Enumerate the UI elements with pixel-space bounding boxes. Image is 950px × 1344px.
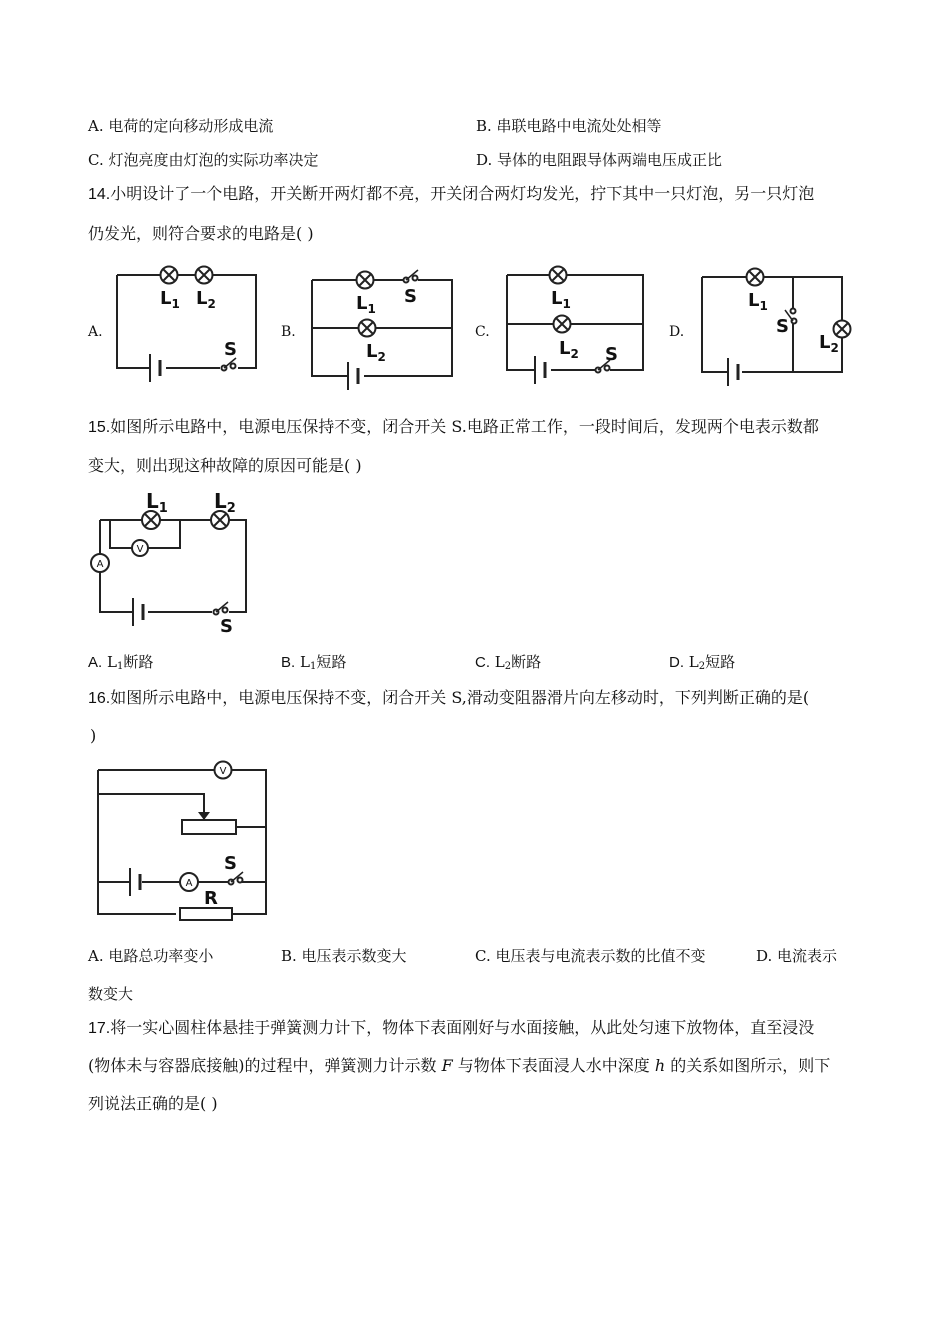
q14-label-a: A. <box>88 324 103 340</box>
q16-stem-line2: ) <box>90 726 97 745</box>
q17-text-2a: (物体未与容器底接触)的过程中，弹簧测力计示数 <box>88 1056 442 1075</box>
q17-var-f: F <box>441 1056 453 1075</box>
q15-circuit <box>88 488 268 638</box>
q15-option-a-letter: A. <box>88 654 103 671</box>
q17-stem-line1 <box>88 1018 814 1039</box>
q15-option-c-var: $L_2$ <box>494 653 512 672</box>
q14-stem-line1 <box>88 184 814 205</box>
q14-label-b: B. <box>281 324 296 340</box>
q16-r-label: R <box>204 888 218 909</box>
q15-ammeter-label: A <box>96 559 104 570</box>
q14d-l2-label: $L_2$ <box>819 332 839 355</box>
q15-option-c <box>475 652 541 677</box>
q15-option-d-text: 短路 <box>705 653 736 671</box>
q15-option-c-text: 断路 <box>511 653 542 671</box>
q14-circuit-a <box>100 260 270 390</box>
q14a-s-label: S <box>224 339 237 360</box>
q14b-s-label: S <box>404 286 417 307</box>
q14-stem-line2: 仍发光，则符合要求的电路是( ) <box>88 224 314 243</box>
q14a-l2-label: $L_2$ <box>196 288 216 311</box>
q15-voltmeter-label: V <box>136 544 144 555</box>
q17-stem-line3: 列说法正确的是( ) <box>88 1094 218 1113</box>
q14c-l2-label: $L_2$ <box>559 338 579 361</box>
q16-option-b: B. 电压表示数变大 <box>281 947 407 965</box>
q15-option-a <box>88 652 153 677</box>
q14d-s-label: S <box>776 316 789 337</box>
q14-label-d: D. <box>669 324 685 340</box>
q14-number: 14. <box>88 186 111 203</box>
q16-option-d-continued: 数变大 <box>88 985 134 1003</box>
q17-text-2b: 与物体下表面浸人水中深度 <box>452 1056 655 1075</box>
q14d-l1-label: $L_1$ <box>748 290 768 313</box>
q13-option-a: A. 电荷的定向移动形成电流 <box>88 117 274 135</box>
q15-text-1: 如图所示电路中，电源电压保持不变，闭合开关 S.电路正常工作，一段时间后，发现两个电表示数都 <box>110 417 819 436</box>
q15-number: 15. <box>88 419 111 436</box>
q15-option-b <box>281 652 346 677</box>
q14c-s-label: S <box>605 344 618 365</box>
q15-option-c-letter: C. <box>475 654 490 671</box>
q13-option-d: D. 导体的电阻跟导体两端电压成正比 <box>476 151 723 169</box>
q14a-l1-label: $L_1$ <box>160 288 180 311</box>
q14-text-1: 小明设计了一个电路，开关断开两灯都不亮，开关闭合两灯均发光，拧下其中一只灯泡，另一只灯泡 <box>110 184 815 203</box>
q17-stem-line2 <box>88 1056 830 1076</box>
q16-s-label: S <box>224 853 237 874</box>
q14-circuit-d <box>690 260 860 390</box>
q15-stem-line2: 变大，则出现这种故障的原因可能是( ) <box>88 456 362 475</box>
q15-l1-label: $L_1$ <box>146 489 168 516</box>
q15-l2-label: $L_2$ <box>214 489 236 516</box>
q17-text-2c: 的关系如图所示，则下 <box>665 1056 831 1075</box>
q16-option-c: C. 电压表与电流表示数的比值不变 <box>475 947 706 965</box>
q15-option-b-var: $L_1$ <box>299 653 317 672</box>
q15-option-b-text: 短路 <box>316 653 347 671</box>
q16-option-a: A. 电路总功率变小 <box>88 947 214 965</box>
q16-text-1: 如图所示电路中，电源电压保持不变，闭合开关 S,滑动变阻器滑片向左移动时，下列判断正确的是( <box>110 688 810 707</box>
q14-label-c: C. <box>475 324 490 340</box>
q15-option-d <box>669 652 735 677</box>
q13-option-b: B. 串联电路中电流处处相等 <box>476 117 662 135</box>
q13-option-c: C. 灯泡亮度由灯泡的实际功率决定 <box>88 151 319 169</box>
q15-stem-line1 <box>88 417 819 438</box>
q17-text-1: 将一实心圆柱体悬挂于弹簧测力计下，物体下表面刚好与水面接触，从此处匀速下放物体，直至浸没 <box>110 1018 815 1037</box>
q16-circuit <box>90 758 280 928</box>
q17-number: 17. <box>88 1020 111 1037</box>
q15-option-d-letter: D. <box>669 654 684 671</box>
q14c-l1-label: $L_1$ <box>551 288 571 311</box>
q16-option-d: D. 电流表示 <box>756 947 838 965</box>
q15-s-label: S <box>220 616 233 637</box>
q14b-l2-label: $L_2$ <box>366 341 386 364</box>
q14-circuit-c <box>495 260 665 390</box>
q15-option-a-var: $L_1$ <box>106 653 124 672</box>
q15-option-d-var: $L_2$ <box>688 653 706 672</box>
q15-option-b-letter: B. <box>281 654 296 671</box>
q14b-l1-label: $L_1$ <box>356 293 376 316</box>
q17-var-h: h <box>654 1056 666 1075</box>
q16-stem-line1 <box>88 688 809 709</box>
q16-voltmeter-label: V <box>219 766 227 777</box>
q16-number: 16. <box>88 690 111 707</box>
q14-circuit-b <box>300 260 470 390</box>
q15-option-a-text: 断路 <box>123 653 154 671</box>
q16-ammeter-label: A <box>185 878 193 889</box>
